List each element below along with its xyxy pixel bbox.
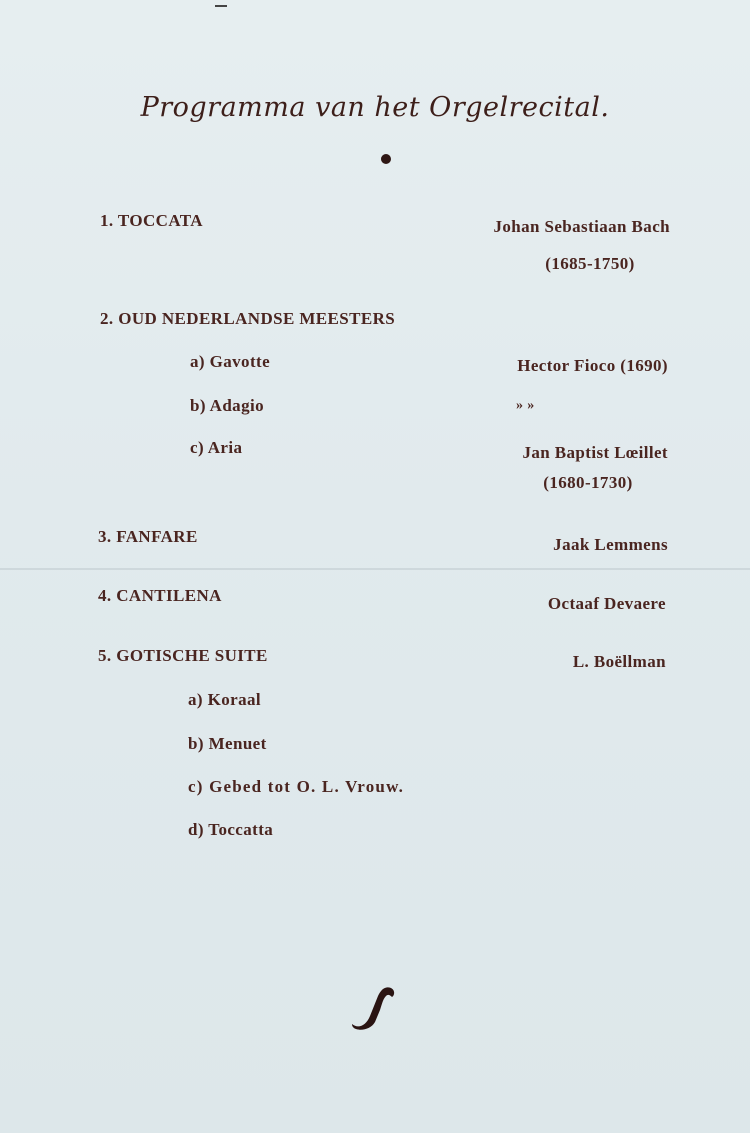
part-name: Aria xyxy=(207,438,243,457)
item-5 xyxy=(98,646,268,666)
bullet-ornament xyxy=(381,154,391,164)
item-4 xyxy=(98,586,222,606)
item-number: 5. xyxy=(98,646,112,665)
item-name: FANFARE xyxy=(116,527,198,546)
part-5a xyxy=(188,690,261,710)
part-name: Gavotte xyxy=(209,352,271,371)
part-2c xyxy=(190,438,242,458)
part-name: Koraal xyxy=(207,690,262,709)
composer-2c: Jan Baptist Lœillet xyxy=(522,443,668,462)
item-name: OUD NEDERLANDSE MEESTERS xyxy=(118,309,396,328)
item-number: 1. xyxy=(100,211,114,230)
item-number: 4. xyxy=(98,586,112,605)
part-label: a) xyxy=(190,352,205,371)
item-2 xyxy=(100,309,395,329)
edge-mark xyxy=(215,5,227,7)
item-number: 2. xyxy=(100,309,114,328)
composer-2a: Hector Fioco (1690) xyxy=(517,356,668,375)
ditto-marks: » » xyxy=(516,398,535,413)
item-name: CANTILENA xyxy=(116,586,222,605)
composer-5: L. Boëllman xyxy=(572,652,666,671)
item-name: GOTISCHE SUITE xyxy=(116,646,268,665)
dates-2c: (1680-1730) xyxy=(543,473,633,492)
part-name: Adagio xyxy=(209,396,264,415)
part-2a xyxy=(190,352,270,372)
item-3 xyxy=(98,527,198,547)
part-label: a) xyxy=(188,690,203,709)
paper-fold xyxy=(0,568,750,570)
part-5b xyxy=(188,734,267,754)
f-ornament-icon xyxy=(348,982,400,1032)
part-name: Gebed tot O. L. Vrouw. xyxy=(209,777,405,796)
part-5d xyxy=(188,820,273,840)
composer-3: Jaak Lemmens xyxy=(553,535,668,554)
part-label: b) xyxy=(190,396,206,415)
item-number: 3. xyxy=(98,527,112,546)
part-label: b) xyxy=(188,734,204,753)
program-title: Programma van het Orgelrecital. xyxy=(140,92,610,123)
composer-4: Octaaf Devaere xyxy=(547,594,666,613)
part-name: Toccatta xyxy=(208,820,274,839)
part-name: Menuet xyxy=(208,734,267,753)
item-name: TOCCATA xyxy=(117,211,203,230)
part-label: d) xyxy=(188,820,204,839)
dates-1: (1685-1750) xyxy=(545,254,635,273)
item-1 xyxy=(100,211,203,231)
composer-1: Johan Sebastiaan Bach xyxy=(493,217,670,236)
part-2b xyxy=(190,396,264,416)
part-5c xyxy=(188,777,404,797)
part-label: c) xyxy=(190,438,205,457)
part-label: c) xyxy=(188,777,204,796)
